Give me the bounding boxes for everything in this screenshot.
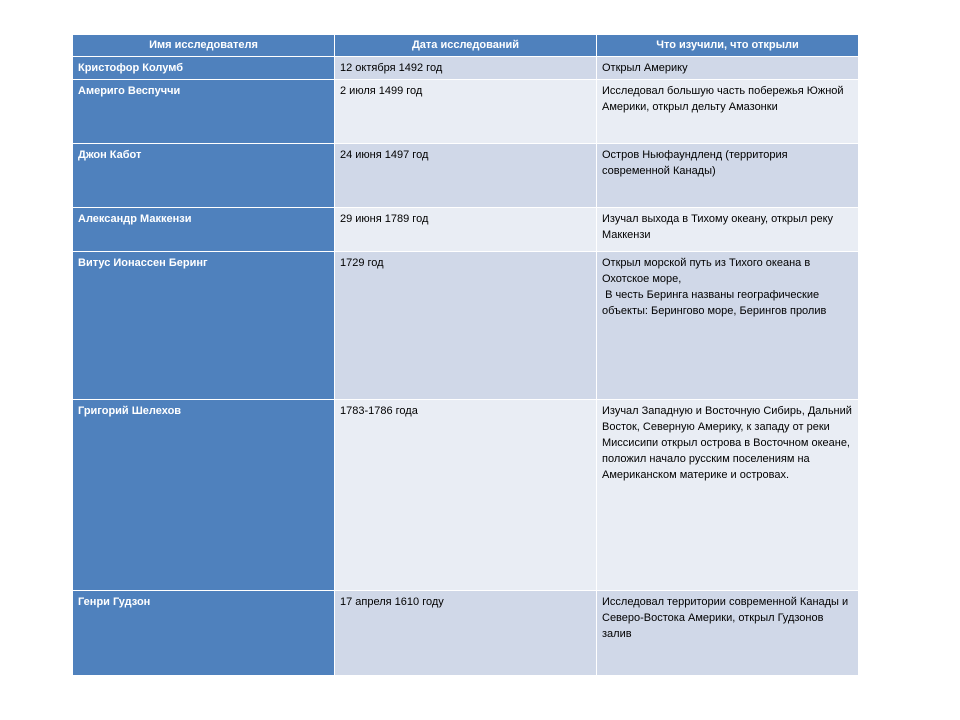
discovery-text: Открыл морской путь из Тихого океана в Охотское море, [602, 257, 811, 285]
research-date-cell: 1783-1786 года [335, 400, 597, 591]
research-date-cell: 24 июня 1497 год [335, 144, 597, 208]
header-explorer-name: Имя исследователя [73, 35, 335, 57]
table-row [73, 400, 859, 591]
discovery-text: Изучал Западную и Восточную Сибирь, Дальний Восток, Северную Америку, к западу от реки Миссисипи открыл острова в Восточном океане, положил начало русским поселениям на Американском материке и островах. [602, 405, 852, 481]
table-row [73, 57, 859, 80]
explorer-name-cell: Витус Ионассен Беринг [73, 252, 335, 400]
explorers-table [72, 34, 859, 676]
discovery-text: Изучал выхода в Тихому океану, открыл реку Маккензи [602, 213, 834, 241]
header-discoveries: Что изучили, что открыли [597, 35, 859, 57]
research-date-cell: 2 июля 1499 год [335, 80, 597, 144]
explorer-name-cell: Америго Веспуччи [73, 80, 335, 144]
research-date-cell: 1729 год [335, 252, 597, 400]
discovery-cell [597, 80, 859, 144]
table-header-row [73, 35, 859, 57]
discovery-text: Исследовал большую часть побережья Южной Америки, открыл дельту Амазонки [602, 85, 844, 113]
explorer-name-cell: Александр Маккензи [73, 208, 335, 252]
discovery-cell [597, 208, 859, 252]
explorer-name-cell: Кристофор Колумб [73, 57, 335, 80]
discovery-cell [597, 400, 859, 591]
research-date-cell: 29 июня 1789 год [335, 208, 597, 252]
table-row [73, 208, 859, 252]
table-row [73, 144, 859, 208]
research-date-cell: 17 апреля 1610 году [335, 591, 597, 676]
discovery-text: В честь Беринга названы географические объекты: Берингово море, Берингов пролив [602, 289, 827, 317]
discovery-cell [597, 144, 859, 208]
explorer-name-cell: Генри Гудзон [73, 591, 335, 676]
explorer-name-cell: Григорий Шелехов [73, 400, 335, 591]
discovery-cell [597, 591, 859, 676]
table-row [73, 252, 859, 400]
research-date-cell: 12 октября 1492 год [335, 57, 597, 80]
explorer-name-cell: Джон Кабот [73, 144, 335, 208]
discovery-cell [597, 57, 859, 80]
table-row [73, 80, 859, 144]
discovery-cell [597, 252, 859, 400]
table-row [73, 591, 859, 676]
discovery-text: Остров Ньюфаундленд (территория современной Канады) [602, 149, 788, 177]
header-research-date: Дата исследований [335, 35, 597, 57]
discovery-text: Открыл Америку [602, 62, 688, 74]
discovery-text: Исследовал территории современной Канады и Северо-Востока Америки, открыл Гудзонов залив [602, 596, 849, 640]
